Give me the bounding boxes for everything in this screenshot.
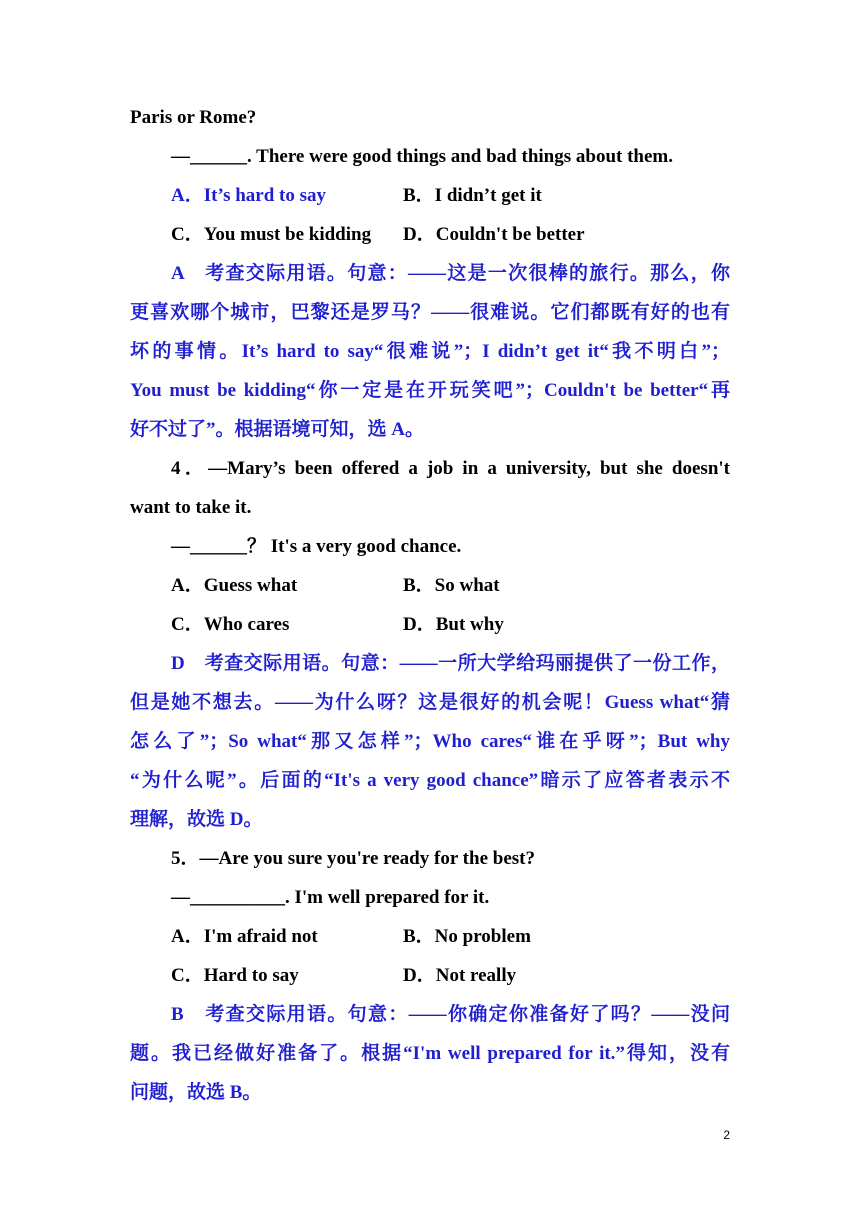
option-c: C．Who cares [171,614,290,635]
question-5-stem: 5．—Are you sure you're ready for the best? [171,848,535,869]
option-a: A．It’s hard to say [171,185,326,206]
option-d: D．But why [403,614,504,635]
question-4-answer-line [130,527,730,566]
dash: — [171,146,190,167]
explanation-line: 理解，故选 D。 [130,809,263,830]
dash: — [171,887,190,908]
reply-text: ？ It's a very good chance. [247,536,462,557]
explanation-line: 好不过了”。根据语境可知，选 A。 [130,419,424,440]
question-5-options-row-1 [130,917,730,956]
option-b: B．So what [403,575,500,596]
explanation-line: 问题，故选 B。 [130,1082,262,1103]
dash: — [171,536,190,557]
reply-text: . I'm well prepared for it. [285,887,490,908]
question-4-options-row-1 [130,566,730,605]
option-b: B．I didn’t get it [403,185,542,206]
explanation-line: 坏的事情。It’s hard to say“很难说”；I didn’t get it“我不明白”； [130,341,730,362]
question-3-options-row-2 [130,215,730,254]
option-c: C．You must be kidding [171,224,372,245]
document-page [130,98,730,1112]
explanation-line: You must be kidding“你一定是在开玩笑吧”；Couldn't be better“再 [130,380,730,401]
option-a: A．I'm afraid not [171,926,318,947]
option-d: D．Not really [403,965,517,986]
explanation-line: 更喜欢哪个城市，巴黎还是罗马？——很难说。它们都既有好的也有 [130,302,730,323]
question-5-options-row-2 [130,956,730,995]
question-3-options-row-1 [130,176,730,215]
question-4-options-row-2 [130,605,730,644]
answer-blank: ______ [190,536,247,557]
explanation-line: A 考查交际用语。句意：——这是一次很棒的旅行。那么，你 [171,263,730,284]
explanation-line: 题。我已经做好准备了。根据“I'm well prepared for it.”得知，没有 [130,1043,730,1064]
option-d: D．Couldn't be better [403,224,585,245]
answer-blank: __________ [190,887,285,908]
question-4-stem: want to take it. [130,497,252,518]
option-b: B．No problem [403,926,531,947]
option-a: A．Guess what [171,575,298,596]
question-3-answer-line [130,137,730,176]
question-5-answer-line [130,878,730,917]
question-3-tail: Paris or Rome? [130,107,257,128]
reply-text: . There were good things and bad things about them. [247,146,673,167]
explanation-line: 但是她不想去。——为什么呀？这是很好的机会呢！Guess what“猜 [130,692,730,713]
explanation-line: B 考查交际用语。句意：——你确定你准备好了吗？——没问 [171,1004,730,1025]
question-4-stem: 4．—Mary’s been offered a job in a university, but she doesn't [171,458,730,479]
page-number: 2 [723,1128,730,1142]
explanation-line: D 考查交际用语。句意：——一所大学给玛丽提供了一份工作， [171,653,730,674]
explanation-line: 怎么了”；So what“那又怎样”；Who cares“谁在乎呀”；But why [130,731,730,752]
option-c: C．Hard to say [171,965,299,986]
explanation-line: “为什么呢”。后面的“It's a very good chance”暗示了应答者表示不 [130,770,730,791]
answer-blank: ______ [190,146,247,167]
